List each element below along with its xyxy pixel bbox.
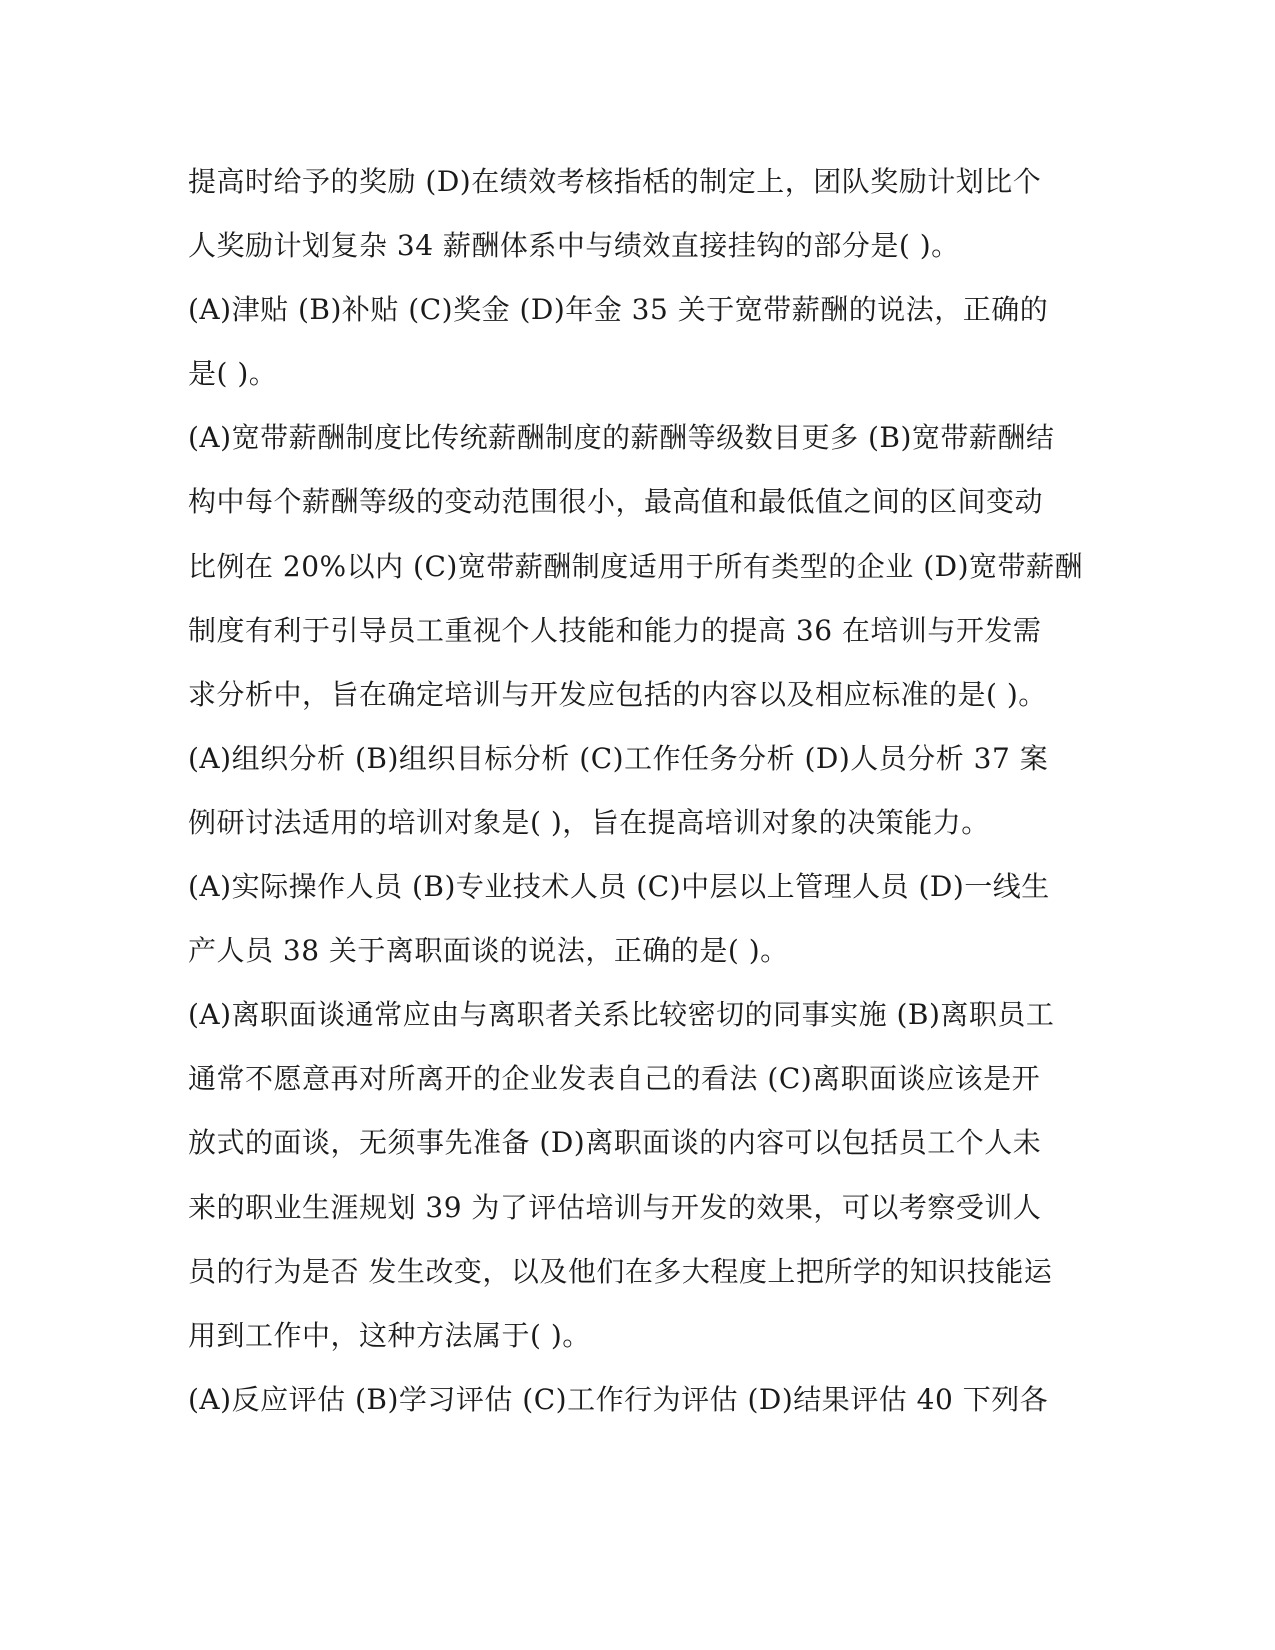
text-line: 求分析中，旨在确定培训与开发应包括的内容以及相应标准的是( )。	[188, 677, 1047, 711]
text-line: 构中每个薪酬等级的变动范围很小，最高值和最低值之间的区间变动	[188, 485, 1044, 519]
text-line: 用到工作中，这种方法属于( )。	[188, 1318, 591, 1352]
text-line: 是( )。	[188, 357, 278, 391]
text-line: (A)组织分析 (B)组织目标分析 (C)工作任务分析 (D)人员分析 37 案	[188, 741, 1049, 775]
text-line: 比例在 20%以内 (C)宽带薪酬制度适用于所有类型的企业 (D)宽带薪酬	[188, 549, 1084, 583]
text-line: 人奖励计划复杂 34 薪酬体系中与绩效直接挂钩的部分是( )。	[188, 229, 960, 263]
text-line: (A)津贴 (B)补贴 (C)奖金 (D)年金 35 关于宽带薪酬的说法，正确的	[188, 293, 1049, 327]
text-line: 来的职业生涯规划 39 为了评估培训与开发的效果，可以考察受训人	[188, 1190, 1042, 1224]
text-line: 员的行为是否 发生改变，以及他们在多大程度上把所学的知识技能运	[188, 1254, 1053, 1288]
text-line: (A)宽带薪酬制度比传统薪酬制度的薪酬等级数目更多 (B)宽带薪酬结	[188, 421, 1055, 455]
text-line: 通常不愿意再对所离开的企业发表自己的看法 (C)离职面谈应该是开	[188, 1062, 1041, 1096]
body-text	[188, 150, 1088, 1432]
text-line: 例研讨法适用的培训对象是( )，旨在提高培训对象的决策能力。	[188, 805, 990, 839]
text-line: (A)反应评估 (B)学习评估 (C)工作行为评估 (D)结果评估 40 下列各	[188, 1382, 1049, 1416]
text-line: 制度有利于引导员工重视个人技能和能力的提高 36 在培训与开发需	[188, 613, 1042, 647]
text-line: 放式的面谈，无须事先准备 (D)离职面谈的内容可以包括员工个人未	[188, 1126, 1042, 1160]
text-line: (A)实际操作人员 (B)专业技术人员 (C)中层以上管理人员 (D)一线生	[188, 870, 1050, 904]
text-line: (A)离职面谈通常应由与离职者关系比较密切的同事实施 (B)离职员工	[188, 998, 1055, 1032]
text-line: 产人员 38 关于离职面谈的说法，正确的是( )。	[188, 934, 789, 968]
text-line: 提高时给予的奖励 (D)在绩效考核指栝的制定上，团队奖励计划比个	[188, 165, 1042, 198]
